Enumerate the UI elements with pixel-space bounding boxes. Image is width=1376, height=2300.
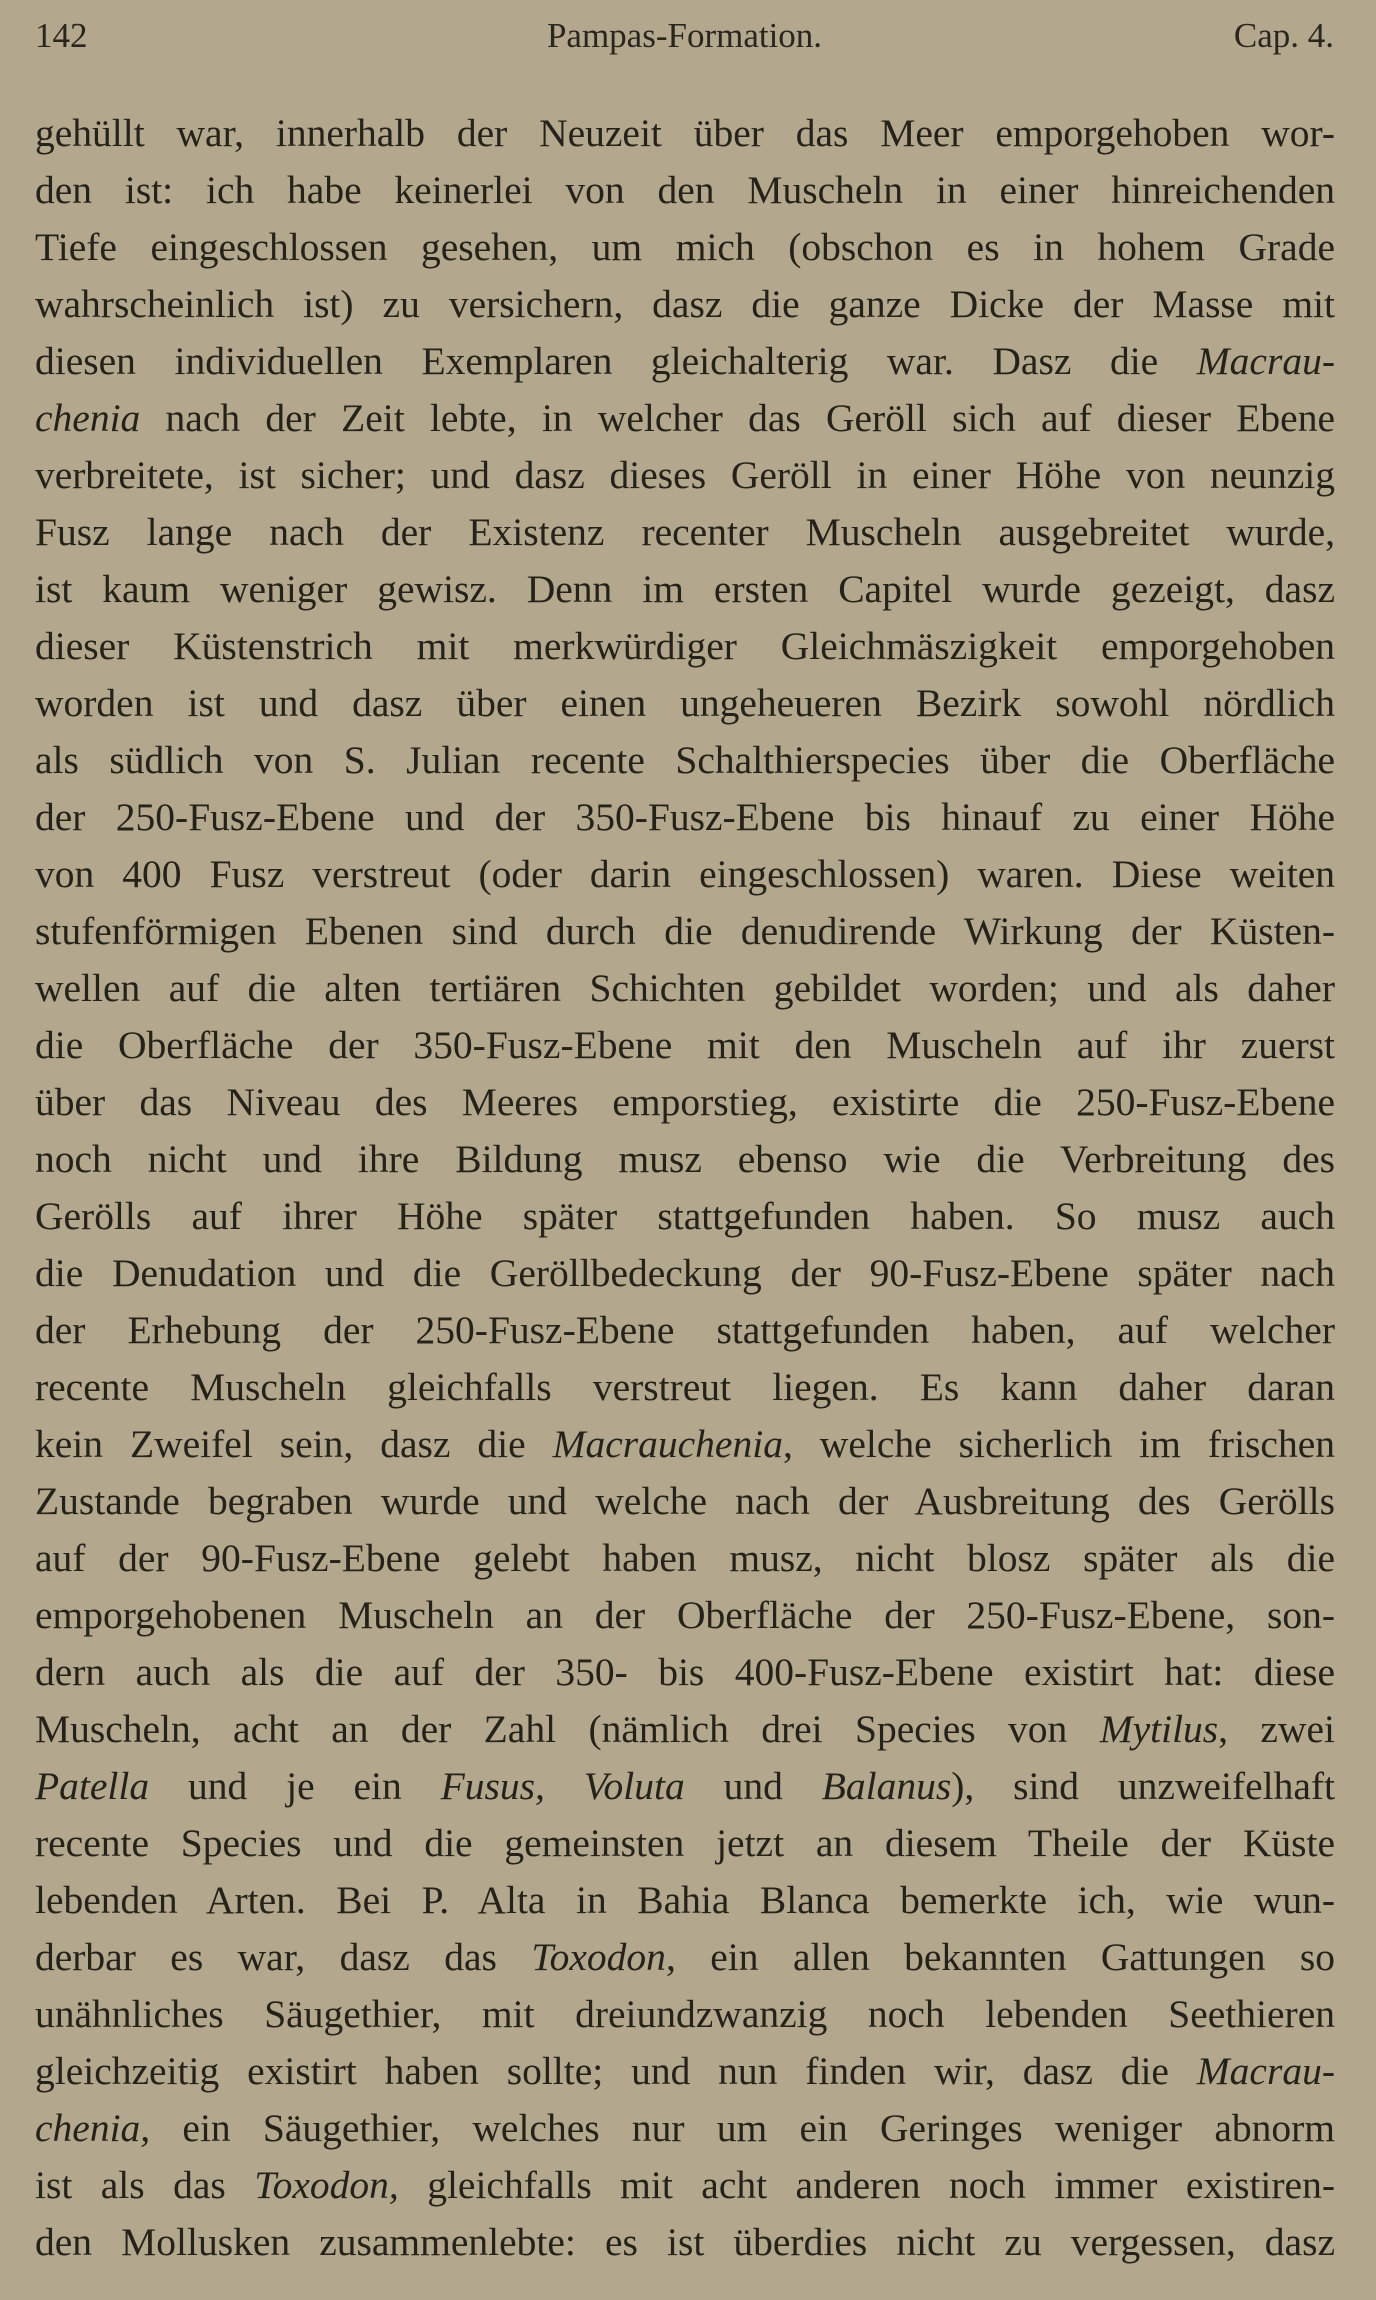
text-segment: Zustande begraben wurde und welche nach der Ausbreitung des Gerölls — [35, 1479, 1335, 1523]
text-line — [35, 1986, 1335, 2043]
text-segment: kein Zweifel sein, dasz die — [35, 1422, 553, 1466]
text-line — [35, 333, 1335, 390]
text-segment: lebenden Arten. Bei P. Alta in Bahia Blanca bemerkte ich, wie wun- — [35, 1878, 1335, 1922]
text-line — [35, 2043, 1335, 2100]
text-segment: den ist: ich habe keinerlei von den Muscheln in einer hinreichenden — [35, 168, 1335, 212]
text-segment: worden ist und dasz über einen ungeheueren Bezirk sowohl nördlich — [35, 681, 1335, 725]
italic-term: chenia, — [35, 2106, 151, 2150]
text-line — [35, 903, 1335, 960]
italic-term: Fusus, Voluta — [440, 1764, 685, 1808]
text-line — [35, 1473, 1335, 1530]
text-segment: nach der Zeit lebte, in welcher das Geröll sich auf dieser Ebene — [140, 396, 1335, 440]
italic-term: Macrau- — [1196, 2049, 1335, 2093]
text-segment: gehüllt war, innerhalb der Neuzeit über das Meer emporgehoben wor- — [35, 111, 1335, 155]
text-line — [35, 390, 1335, 447]
text-segment: gleichzeitig existirt haben sollte; und nun finden wir, dasz die — [35, 2049, 1197, 2093]
text-segment: von 400 Fusz verstreut (oder darin eingeschlossen) waren. Diese weiten — [35, 852, 1335, 896]
text-segment: ist kaum weniger gewisz. Denn im ersten Capitel wurde gezeigt, dasz — [35, 567, 1335, 611]
text-segment: emporgehobenen Muscheln an der Oberfläche der 250-Fusz-Ebene, son- — [35, 1593, 1335, 1637]
text-segment: recente Species und die gemeinsten jetzt an diesem Theile der Küste — [35, 1821, 1335, 1865]
text-segment: Tiefe eingeschlossen gesehen, um mich (obschon es in hohem Grade — [35, 225, 1335, 269]
text-segment: den Mollusken zusammenlebte: es ist überdies nicht zu vergessen, dasz — [35, 2220, 1335, 2264]
text-line — [35, 789, 1335, 846]
text-line — [35, 1815, 1335, 1872]
text-line — [35, 2214, 1335, 2271]
text-line — [35, 162, 1335, 219]
text-segment: noch nicht und ihre Bildung musz ebenso wie die Verbreitung des — [35, 1137, 1335, 1181]
body-text — [35, 105, 1335, 2271]
italic-term: Mytilus — [1099, 1707, 1219, 1751]
text-segment: ), sind unzweifelhaft — [951, 1764, 1335, 1808]
text-line — [35, 1188, 1335, 1245]
text-line — [35, 2100, 1335, 2157]
running-title: Pampas-Formation. — [546, 16, 823, 55]
text-line — [35, 1530, 1335, 1587]
text-segment: diesen individuellen Exemplaren gleichalterig war. Dasz die — [35, 339, 1197, 383]
text-line — [35, 960, 1335, 1017]
text-segment: Fusz lange nach der Existenz recenter Muscheln ausgebreitet wurde, — [35, 510, 1335, 554]
text-line — [35, 1131, 1335, 1188]
text-line — [35, 1302, 1335, 1359]
text-segment: recente Muscheln gleichfalls verstreut liegen. Es kann daher daran — [35, 1365, 1335, 1409]
text-line — [35, 561, 1335, 618]
text-line — [35, 732, 1335, 789]
text-segment: die Oberfläche der 350-Fusz-Ebene mit den Muscheln auf ihr zuerst — [35, 1023, 1335, 1067]
text-segment: der Erhebung der 250-Fusz-Ebene stattgefunden haben, auf welcher — [35, 1308, 1335, 1352]
text-line — [35, 219, 1335, 276]
text-segment: ist als das — [35, 2163, 255, 2207]
page-header — [35, 16, 1334, 64]
text-segment: Gerölls auf ihrer Höhe später stattgefunden haben. So musz auch — [35, 1194, 1335, 1238]
text-segment: verbreitete, ist sicher; und dasz dieses Geröll in einer Höhe von neunzig — [35, 453, 1335, 497]
text-segment: , welche sicherlich im frischen — [782, 1422, 1335, 1466]
text-segment: der 250-Fusz-Ebene und der 350-Fusz-Ebene bis hinauf zu einer Höhe — [35, 795, 1335, 839]
text-line — [35, 1644, 1335, 1701]
text-segment: , ein allen bekannten Gattungen so — [665, 1935, 1335, 1979]
text-segment: die Denudation und die Geröllbedeckung der 90-Fusz-Ebene später nach — [35, 1251, 1335, 1295]
text-line — [35, 447, 1335, 504]
text-line — [35, 846, 1335, 903]
text-segment: auf der 90-Fusz-Ebene gelebt haben musz, nicht blosz später als die — [35, 1536, 1335, 1580]
text-line — [35, 1758, 1335, 1815]
text-line — [35, 1872, 1335, 1929]
italic-term: Macrau- — [1196, 339, 1335, 383]
text-segment: über das Niveau des Meeres emporstieg, existirte die 250-Fusz-Ebene — [35, 1080, 1335, 1124]
text-segment: Muscheln, acht an der Zahl (nämlich drei Species von — [35, 1707, 1100, 1751]
italic-term: Toxodon — [531, 1935, 666, 1979]
italic-term: Balanus — [821, 1764, 952, 1808]
text-line — [35, 675, 1335, 732]
text-line — [35, 105, 1335, 162]
text-segment: dieser Küstenstrich mit merkwürdiger Gleichmäszigkeit emporgehoben — [35, 624, 1335, 668]
italic-term: chenia — [35, 396, 141, 440]
text-line — [35, 618, 1335, 675]
text-line — [35, 1701, 1335, 1758]
page-number: 142 — [35, 16, 88, 55]
text-line — [35, 1359, 1335, 1416]
text-line — [35, 1587, 1335, 1644]
text-line — [35, 2157, 1335, 2214]
text-line — [35, 504, 1335, 561]
text-segment: derbar es war, dasz das — [35, 1935, 532, 1979]
chapter-label: Cap. 4. — [1233, 16, 1334, 55]
text-segment: wahrscheinlich ist) zu versichern, dasz die ganze Dicke der Masse mit — [35, 282, 1335, 326]
text-segment: und je ein — [149, 1764, 441, 1808]
text-segment: , zwei — [1218, 1707, 1335, 1751]
text-segment: als südlich von S. Julian recente Schalthierspecies über die Oberfläche — [35, 738, 1335, 782]
text-segment: und — [684, 1764, 822, 1808]
text-segment: gleichfalls mit acht anderen noch immer existiren- — [398, 2163, 1335, 2207]
text-line — [35, 1245, 1335, 1302]
italic-term: Toxodon, — [254, 2163, 399, 2207]
text-line — [35, 1416, 1335, 1473]
italic-term: Macrauchenia — [552, 1422, 783, 1466]
text-line — [35, 1017, 1335, 1074]
italic-term: Patella — [35, 1764, 150, 1808]
text-segment: dern auch als die auf der 350- bis 400-Fusz-Ebene existirt hat: diese — [35, 1650, 1335, 1694]
text-segment: stufenförmigen Ebenen sind durch die denudirende Wirkung der Küsten- — [35, 909, 1335, 953]
text-segment: wellen auf die alten tertiären Schichten gebildet worden; und als daher — [35, 966, 1335, 1010]
text-line — [35, 276, 1335, 333]
text-segment: ein Säugethier, welches nur um ein Geringes weniger abnorm — [150, 2106, 1335, 2150]
text-segment: unähnliches Säugethier, mit dreiundzwanzig noch lebenden Seethieren — [35, 1992, 1335, 2036]
text-line — [35, 1929, 1335, 1986]
text-line — [35, 1074, 1335, 1131]
